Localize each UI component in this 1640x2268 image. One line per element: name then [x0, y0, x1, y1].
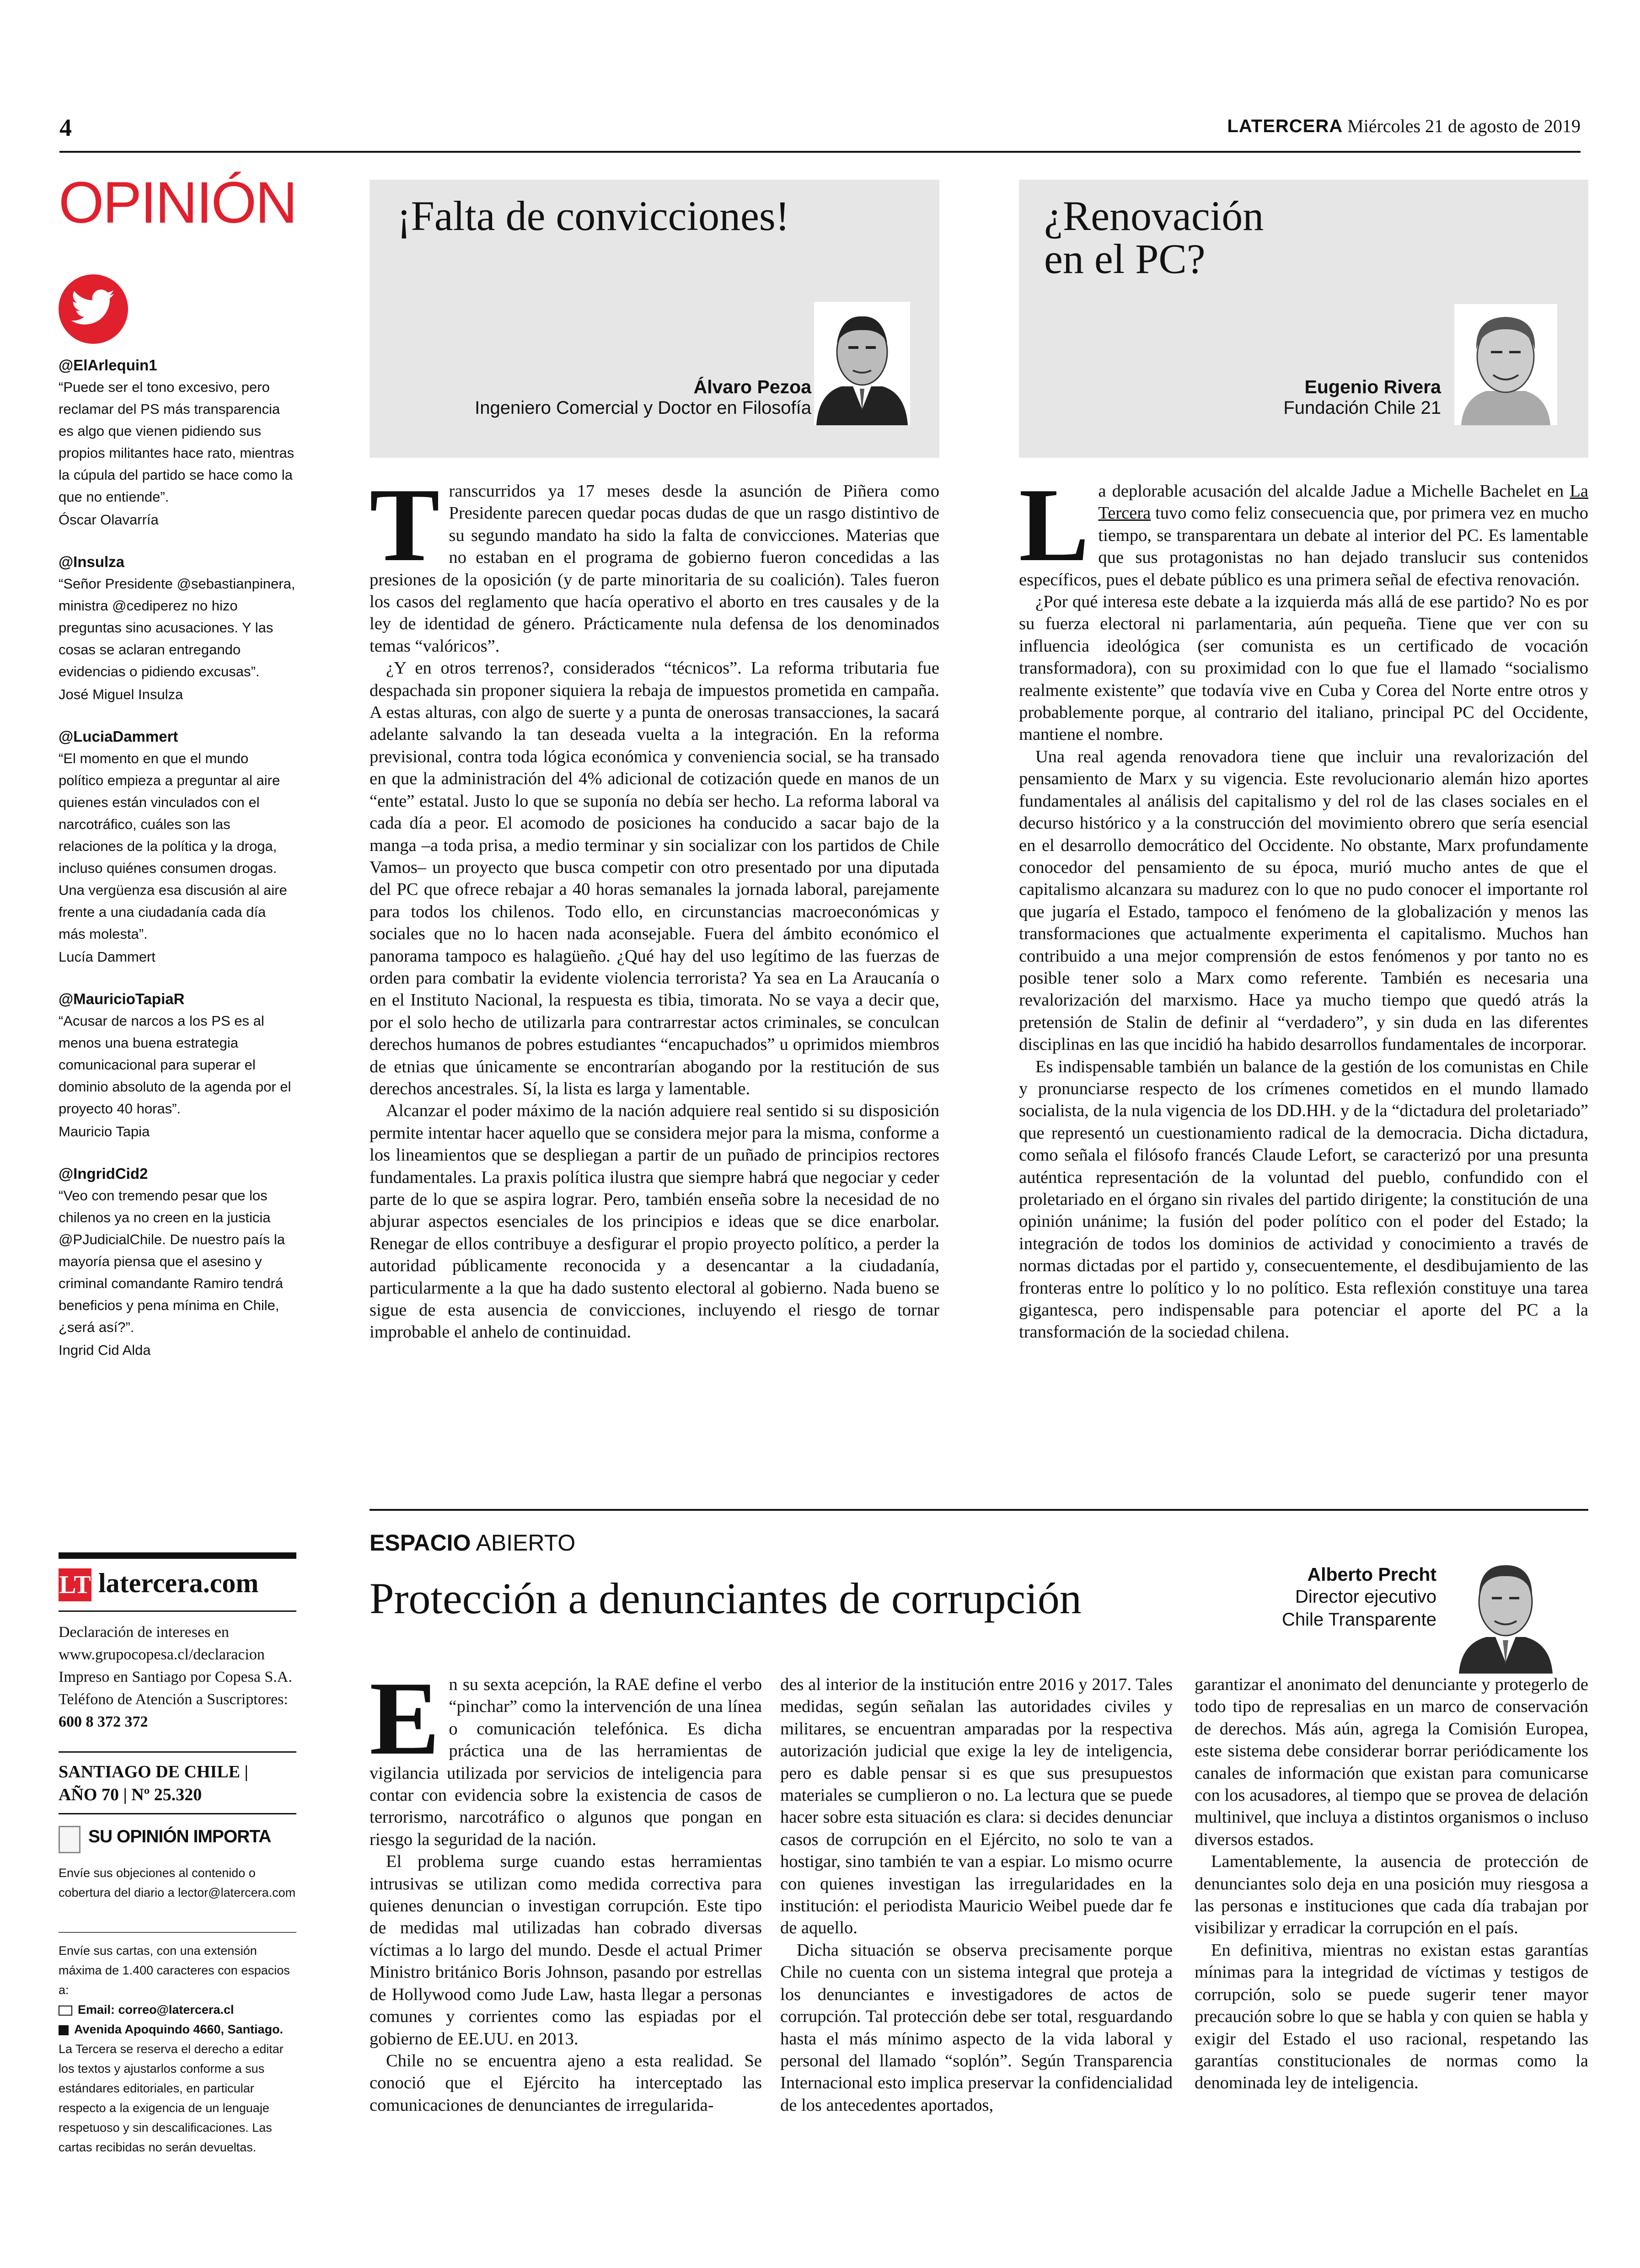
tweet-handle[interactable]: @IngridCid2 — [59, 1165, 148, 1182]
dropcap: L — [1019, 466, 1089, 583]
publication-date: Miércoles 21 de agosto de 2019 — [1347, 116, 1581, 136]
newspaper-brand: LATERCERA — [1227, 116, 1343, 136]
edition-info — [59, 1760, 296, 1806]
article3-paragraph: garantizar el anonimato del denunciante y protegerlo de todo tipo de represalias en un marco de conservación de derechos. Más aún, agrega la Comisión Europea, este sistema debe considerar borrar periódicamente los canales de información que existan para comunicarse con los acusadores, al tiempo que se provea de delación multinivel, que incluya a distintos organismos o incluso diversos estados. — [1195, 1675, 1588, 1849]
tweet-text: “Acusar de narcos a los PS es al menos una buena estrategia comunicacional para superar el dominio absoluto de la agenda por el proyecto 40 horas”. — [59, 1013, 291, 1117]
kicker-bold: ESPACIO — [370, 1530, 471, 1556]
article2-paragraph — [1019, 466, 1588, 591]
article1-paragraph: ¿Y en otros terrenos?, considerados “técnicos”. La reforma tributaria fue despachada sin proponer siquiera la rebaja de impuestos prometida en campaña. A estas alturas, con algo de suerte y a punta de onerosas transacciones, la sacará adelante salvando la tan deseada vuelta a la integración. En la reforma previsional, contra toda lógica económica y conveniencia social, se ha transado en que la administración del 4% adicional de cotización quede en manos de un “ente” estatal. Justo lo que se suponía no debía ser hecho. La reforma laboral va cada día a peor. El acomodo de posiciones ha conducido a sacar bajo de la manga –a toda prisa, a medio terminar y sin socializar con los partidos de Chile Vamos– un proyecto que busca competir con otro presentado por una diputada del PC que ofrece rebajar a 40 horas semanales la jornada laboral, parejamente para todos los chilenos. Todo ello, en circunstancias macroeconómicas y sociales que no lo hacen nada aconsejable. Fuera del ámbito económico el panorama tampoco es halagüeño. ¿Qué hay del uso legítimo de las fuerzas de orden para combatir la evidente violencia terrorista? Ya sea en La Araucanía o en el Instituto Nacional, la respuesta es tibia, timorata. No se vaya a decir que, por el solo hecho de utilizarla para contrarrestar actos criminales, se conculcan derechos humanos de pobres estudiantes “encapuchados” u oprimidos miembros de etnias que únicamente se encontrarían abogando por la restitución de sus derechos ancestrales. Sí, la lista es larga y lamentable. — [370, 658, 939, 1098]
article2-paragraph: ¿Por qué interesa este debate a la izquierda más allá de ese partido? No es por su fuerza electoral ni parlamentaria, aún pequeña. Tiene que ver con su influencia ideológica (ser comunista es un certificado de vocación transformadora), con su proximidad con lo que fue el llamado “socialismo realmente existente” que todavía vive en Cuba y Corea del Norte entre otros y probablemente porque, al contrario del italiano, principal PC del Occidente, mantiene el nombre. — [1019, 592, 1588, 744]
article1-paragraph — [370, 466, 939, 657]
letters-disclaimer: La Tercera se reserva el derecho a editar los textos y ajustarlos conforme a sus estándares editoriales, en particular respecto a la exigencia de un lenguaje respetuoso y sin descalificaciones. Las cartas recibidas no serán devueltas. — [59, 2042, 284, 2154]
article3-paragraph: Lamentablemente, la ausencia de protección de denunciantes solo deja en una posición muy riesgosa a las personas e instituciones que cada día trabajan por visibilizar y erradicar la corrupción en el país. — [1195, 1852, 1588, 1938]
tweet — [59, 988, 296, 1143]
edition-line: SANTIAGO DE CHILE | — [59, 1762, 248, 1781]
article3-paragraph: En definitiva, mientras no existan estas garantías mínimas para la integridad de víctimas y testigos de corrupción, solo se puede sugerir tener mayor precaución sobre lo que se habla y con quien se habla y exigir del Estado el uso racional, respetando las garantías constitucionales de normas como la denominada ley de inteligencia. — [1195, 1940, 1588, 2093]
article1-paragraph: Alcanzar el poder máximo de la nación adquiere real sentido si su disposición permite intentar hacer aquello que se considera mejor para la misma, conforme a los lineamientos que se despliegan a partir de un puñado de principios rectores fundamentales. La praxis política ilustra que siempre habrá que negociar y ceder parte de lo que se aspira lograr. Pero, también enseña sobre la necesidad de no abjurar aspectos esenciales de los principios e ideas que se dice enarbolar. Renegar de ellos contribuye a desfigurar el propio proyecto político, a perder la autoridad públicamente reconocida y a desencantar a la ciudadanía, particularmente a la que ha dado sustento electoral al gobierno. Nada bueno se sigue de esta ausencia de convicciones, incluyendo el riesgo de tornar improbable el anhelo de continuidad. — [370, 1101, 939, 1342]
tweet-author: Óscar Olavarría — [59, 512, 159, 528]
edition-line: AÑO 70 | Nº 25.320 — [59, 1785, 202, 1804]
sidebar-divider — [59, 1610, 296, 1612]
tweet-author: Mauricio Tapia — [59, 1123, 150, 1139]
article2-body — [1019, 466, 1588, 1463]
tweet-text: “Puede ser el tono excesivo, pero reclamar del PS más transparencia es algo que vienen pidiendo sus propios militantes hace rato, mientras la cúpula del partido se hace como la que no entiende”. — [59, 379, 295, 505]
article3-paragraph: Dicha situación se observa precisamente porque Chile no cuenta con un sistema integral que proteja a los denunciantes e investigadores de actos de corrupción. Tal protección debe ser total, resguardando hasta el más mínimo aspecto de la vida laboral y personal del llamado “soplón”. Según Transparencia Internacional esto implica preservar la confidencialidad de los antecedentes aportados, — [780, 1940, 1173, 2115]
opinion-note: Envíe sus objeciones al contenido o cobertura del diario a lector@latercera.com — [59, 1866, 296, 1899]
article1-paragraph-text: ranscurridos ya 17 meses desde la asunción de Piñera como Presidente parecen quedar pocas dudas de que un rasgo distintivo de su segundo mandato ha sido la falta de convicciones. Materias que no estaban en el programa de gobierno fueron concedidas a las presiones de la oposición (y de parte minoritaria de su coalición). Tales fueron los casos del reglamento que hacía operativo el aborto en tres causales y de la ley de identidad de género. Prácticamente nula defensa de los denominados temas “valóricos”. — [370, 481, 939, 656]
credits-phone: 600 8 372 372 — [59, 1713, 148, 1730]
article3-paragraph: Chile no se encuentra ajeno a esta realidad. Se conoció que el Ejército ha interceptado las comunicaciones de denunciantes de irregularida- — [370, 2051, 762, 2115]
article2-text: a deplorable acusación del alcalde Jadue a Michelle Bachelet en — [1098, 481, 1570, 501]
tweet-handle[interactable]: @MauricioTapiaR — [59, 990, 185, 1007]
tweet — [59, 1163, 296, 1361]
top-rule — [59, 151, 1581, 153]
article3-paragraph: El problema surge cuando estas herramientas intrusivas se utilizan como medida correctiva para quienes denuncian o investigan corrupción. Este tipo de medidas mal utilizadas han cobrado diversas víctimas a lo largo del mundo. Desde el actual Primer Ministro británico Boris Johnson, pasando por estrellas de Hollywood como Jude Law, hasta llegar a personas comunes y corrientes como las espiadas por el gobierno de EE.UU. en 2013. — [370, 1852, 762, 2049]
article2-headline-line: ¿Renovación — [1044, 193, 1264, 239]
tweet-list — [59, 354, 296, 1381]
letters-address — [59, 2020, 296, 2039]
article3-column-1 — [370, 1660, 762, 2222]
dropcap: E — [370, 1660, 440, 1776]
article2-headline-line: en el PC? — [1044, 235, 1206, 282]
tweet-text: “Señor Presidente @sebastianpinera, ministra @cediperez no hizo preguntas sino acusaciones. Y las cosas se aclaran entregando evidencias o pidiendo excusas”. — [59, 576, 295, 679]
edition-divider — [59, 1751, 296, 1753]
tweet — [59, 354, 296, 531]
tweet-handle[interactable]: @LuciaDammert — [59, 728, 178, 745]
letters-email[interactable] — [59, 2000, 296, 2020]
tweet — [59, 551, 296, 706]
edition-divider — [59, 1813, 296, 1814]
article1-headline: ¡Falta de convicciones! — [397, 193, 790, 239]
article3-column-3 — [1195, 1674, 1588, 2222]
article1-author-role: Ingeniero Comercial y Doctor en Filosofía — [475, 398, 811, 418]
letters-email-text: Email: correo@latercera.cl — [78, 2003, 234, 2017]
article3-author-role: Director ejecutivo — [1295, 1587, 1436, 1607]
credits-text: Declaración de intereses en www.grupocopesa.cl/declaracion Impreso en Santiago por Copesa S.A. Teléfono de Atención a Suscriptores: — [59, 1624, 292, 1708]
tweet-handle[interactable]: @ElArlequin1 — [59, 357, 157, 374]
author-photo-alberto-precht — [1454, 1552, 1557, 1674]
tweet-handle[interactable]: @Insulza — [59, 553, 125, 570]
section-title: OPINIÓN — [59, 170, 296, 235]
article3-paragraph: des al interior de la institución entre 2016 y 2017. Tales medidas, según señalan las autoridades civiles y militares, se encuentran amparadas por la respectiva autorización judicial que exige la ley de inteligencia, pero es dable pensar si es que sus presupuestos materiales se cumplieron o no. La lectura que se puede hacer sobre esta situación es clara: si decides denunciar casos de corrupción en el Ejército, no solo te van a hostigar, sino también te van a espiar. Lo mismo ocurre con quienes investigan las irregularidades en la institución: el periodista Mauricio Weibel puede dar fe de aquello. — [780, 1675, 1173, 1938]
author-photo-eugenio-rivera — [1454, 304, 1557, 425]
tweet-author: José Miguel Insulza — [59, 686, 183, 702]
article1-body — [370, 466, 939, 1463]
sidebar-rule — [59, 1552, 296, 1559]
article2-author-role: Fundación Chile 21 — [1283, 398, 1441, 418]
credits — [59, 1621, 296, 1733]
article3-paragraph — [370, 1660, 762, 1851]
page-number: 4 — [59, 114, 72, 141]
letters-address-text: Avenida Apoquindo 4660, Santiago. — [74, 2022, 284, 2036]
tweet-author: Lucía Dammert — [59, 949, 155, 965]
article3-column-2 — [780, 1674, 1173, 2222]
article1-author: Álvaro Pezoa — [693, 376, 811, 397]
building-icon — [59, 2025, 69, 2035]
tweet — [59, 726, 296, 968]
opinion-divider — [59, 1932, 296, 1933]
article2-headline — [1044, 194, 1264, 280]
tweet-text: “El momento en que el mundo político empieza a preguntar al aire quienes están vinculados con el narcotráfico, cuáles son las relaciones de la política y la droga, incluso quiénes consumen drogas. Una vergüenza esa discusión al aire frente a una ciudadanía cada día más molesta”. — [59, 750, 287, 942]
page-header — [1227, 115, 1581, 137]
site-name[interactable]: latercera.com — [98, 1568, 259, 1598]
newspaper-name: La Tercera — [1098, 481, 1588, 523]
article2-paragraph: Una real agenda renovadora tiene que incluir una revalorización del pensamiento de Marx y su vigencia. Este revolucionario alemán hizo aportes fundamentales al análisis del capitalismo y del rol de las clases sociales en el decurso histórico y a la construcción del movimiento obrero que sería esencial en el desarrollo democrático del Occidente. No obstante, Marx profundamente conocedor del pensamiento de su época, murió mucho antes de que el capitalismo alcanzara su madurez con lo que no pudo conocer el importante rol que jugaría el Estado, tampoco el fenómeno de la globalización y menos las transformaciones que actualmente experimenta el capitalismo. Muchos han contribuido a una mejor comprensión de estos fenómenos y por tanto no es posible tener solo a Marx como referente. También es necesaria una revalorización del marxismo. Hace ya mucho tiempo que quedó atrás la pretensión de Stalin de definir al “verdadero”, y sin duda en las diferentes disciplinas en las que incidió ha habido desarrollos fundamentales de incorporar. — [1019, 747, 1588, 1054]
section-kicker — [370, 1530, 575, 1556]
section-rule — [370, 1509, 1588, 1511]
opinion-importa-title: SU OPINIÓN IMPORTA — [88, 1827, 271, 1846]
tweet-text: “Veo con tremendo pesar que los chilenos ya no creen en la justicia @PJudicialChile. De nuestro país la mayoría piensa que el asesino y criminal comandante Ramiro tendrá beneficios y pena mínima en Chile, ¿será así?”. — [59, 1187, 285, 1335]
letters-info — [59, 1941, 296, 2157]
article2-author: Eugenio Rivera — [1304, 376, 1441, 397]
letters-intro: Envíe sus cartas, con una extensión máxima de 1.400 caracteres con espacios a: — [59, 1944, 290, 1997]
tweet-author: Ingrid Cid Alda — [59, 1342, 151, 1358]
article3-author-role: Chile Transparente — [1282, 1610, 1436, 1630]
author-photo-alvaro-pezoa — [814, 302, 910, 425]
dropcap: T — [370, 466, 440, 583]
kicker-rest: ABIERTO — [471, 1530, 576, 1556]
article3-author: Alberto Precht — [1307, 1564, 1436, 1585]
article2-paragraph: Es indispensable también un balance de la gestión de los comunistas en Chile y pronunciarse respecto de los crímenes cometidos en el mundo llamado socialista, de la nula vigencia de los DD.HH. y de la “dictadura del proletariado” que representó un cuestionamiento radical de la democracia. Dicha dictadura, como señala el filósofo francés Claude Lefort, se caracterizó por una presunta auténtica representación de la voluntad del pueblo, confundido con el proletariado en el órgano sin rivales del partido dirigente; la constitución de una opinión unánime; la fusión del poder político con el poder del Estado; la integración de todos los dominios de actividad y conocimiento a través de normas dictadas por el partido y, consecuentemente, el desdibujamiento de las fronteras entre lo político y lo no político. Esta reflexión constituye una tarea gigantesca, pero indispensable para potenciar el aporte del PC a la transformación de la sociedad chilena. — [1019, 1057, 1588, 1342]
twitter-icon — [59, 274, 128, 344]
article3-text: n su sexta acepción, la RAE define el verbo “pinchar” como la intervención de una línea o comunicación telefónica. Es dicha práctica una de las herramientas de vigilancia utilizada por servicios de inteligencia para contar con evidencia sobre la existencia de casos de terrorismo, narcotráfico o algunos que pongan en riesgo la seguridad de la nación. — [370, 1675, 762, 1849]
article3-headline: Protección a denunciantes de corrupción — [370, 1574, 1082, 1623]
article2-text: tuvo como feliz consecuencia que, por primera vez en mucho tiempo, se transparentara un debate al interior del PC. Es lamentable que sus protagonistas no han dejado translucir sus contenidos específicos, pues el debate público es una primera señal de efectiva renovación. — [1019, 503, 1588, 589]
latercera-logo: LT — [59, 1568, 91, 1601]
document-icon — [59, 1826, 80, 1853]
mail-icon — [59, 2006, 72, 2016]
